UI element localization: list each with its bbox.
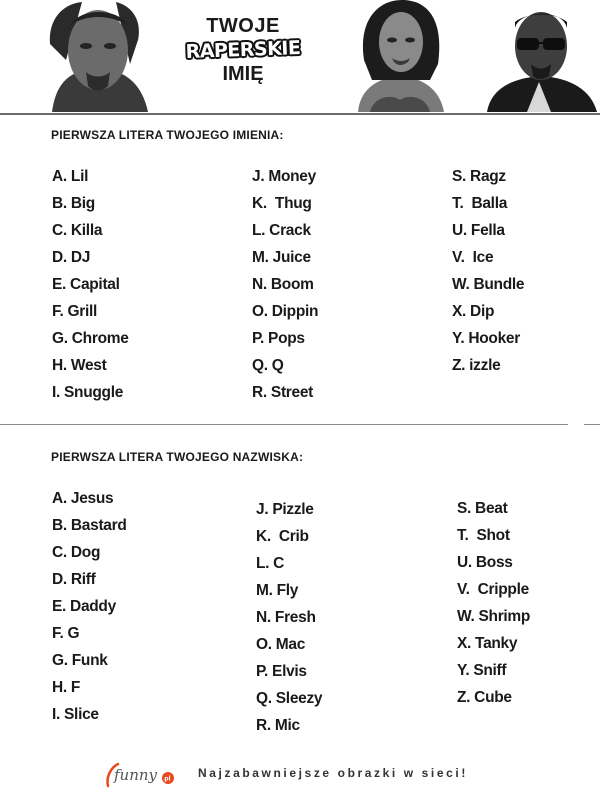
title-bottom: IMIĘ bbox=[222, 63, 264, 85]
list-item: Z. Cube bbox=[457, 689, 512, 706]
list-item: K. Crib bbox=[256, 528, 309, 545]
list-item: F. G bbox=[52, 625, 80, 642]
list-item: N. Fresh bbox=[256, 609, 316, 626]
list-item: B. Big bbox=[52, 195, 95, 212]
list-item: A. Jesus bbox=[52, 490, 114, 507]
list-item: J. Money bbox=[252, 168, 316, 185]
first-name-heading: PIERWSZA LITERA TWOJEGO IMIENIA: bbox=[51, 128, 284, 142]
last-name-column-1 bbox=[52, 485, 222, 728]
last-name-column-3 bbox=[457, 495, 600, 711]
logo-graphic bbox=[104, 756, 182, 792]
list-item: D. Riff bbox=[52, 571, 96, 588]
last-name-heading: PIERWSZA LITERA TWOJEGO NAZWISKA: bbox=[51, 450, 304, 464]
list-item: S. Beat bbox=[457, 500, 508, 517]
first-name-column-2 bbox=[252, 163, 422, 406]
list-item: C. Dog bbox=[52, 544, 101, 561]
list-item: Q. Q bbox=[252, 357, 284, 374]
portrait-image bbox=[483, 0, 599, 112]
header-divider bbox=[0, 113, 600, 115]
list-item: V. Cripple bbox=[457, 581, 529, 598]
list-item: R. Mic bbox=[256, 717, 300, 734]
first-name-column-3 bbox=[452, 163, 600, 379]
list-item: I. Snuggle bbox=[52, 384, 124, 401]
portrait-photo-right bbox=[483, 0, 599, 112]
list-item: E. Daddy bbox=[52, 598, 116, 615]
list-item: L. Crack bbox=[252, 222, 311, 239]
funny-logo[interactable] bbox=[104, 756, 182, 792]
list-item: O. Mac bbox=[256, 636, 306, 653]
list-item: H. West bbox=[52, 357, 107, 374]
list-item: M. Fly bbox=[256, 582, 299, 599]
list-item: R. Street bbox=[252, 384, 314, 401]
list-item: Z. izzle bbox=[452, 357, 501, 374]
title-top: TWOJE bbox=[206, 15, 280, 37]
list-item: W. Bundle bbox=[452, 276, 525, 293]
list-item: P. Pops bbox=[252, 330, 305, 347]
portrait-image bbox=[42, 0, 154, 112]
list-item: T. Balla bbox=[452, 195, 508, 212]
list-item: Q. Sleezy bbox=[256, 690, 323, 707]
list-item: Y. Hooker bbox=[452, 330, 520, 347]
title-block bbox=[172, 14, 314, 104]
list-item: X. Tanky bbox=[457, 635, 518, 652]
list-item: U. Boss bbox=[457, 554, 513, 571]
list-item: F. Grill bbox=[52, 303, 97, 320]
list-item: L. C bbox=[256, 555, 285, 572]
list-item: W. Shrimp bbox=[457, 608, 531, 625]
logo-suffix: pl bbox=[164, 775, 171, 783]
list-item: N. Boom bbox=[252, 276, 314, 293]
list-item: S. Ragz bbox=[452, 168, 506, 185]
list-item: U. Fella bbox=[452, 222, 505, 239]
title-stylized: RAPERSKIE bbox=[185, 37, 301, 63]
list-item: Y. Sniff bbox=[457, 662, 507, 679]
logo-text: funny bbox=[114, 766, 158, 784]
header-banner bbox=[0, 0, 600, 114]
list-item: X. Dip bbox=[452, 303, 495, 320]
footer-tagline: Najzabawniejsze obrazki w sieci! bbox=[198, 766, 468, 780]
list-item: T. Shot bbox=[457, 527, 510, 544]
list-item: O. Dippin bbox=[252, 303, 319, 320]
list-item: A. Lil bbox=[52, 168, 89, 185]
footer bbox=[104, 756, 504, 792]
list-item: H. F bbox=[52, 679, 81, 696]
list-item: M. Juice bbox=[252, 249, 311, 266]
list-item: I. Slice bbox=[52, 706, 99, 723]
list-item: B. Bastard bbox=[52, 517, 127, 534]
list-item: V. Ice bbox=[452, 249, 494, 266]
first-name-column-1 bbox=[52, 163, 222, 406]
list-item: E. Capital bbox=[52, 276, 120, 293]
portrait-photo-center bbox=[340, 0, 460, 112]
portrait-photo-left bbox=[42, 0, 154, 112]
list-item: P. Elvis bbox=[256, 663, 307, 680]
list-item: D. DJ bbox=[52, 249, 91, 266]
list-item: J. Pizzle bbox=[256, 501, 314, 518]
section-divider bbox=[0, 424, 568, 425]
last-name-column-2 bbox=[256, 496, 426, 739]
list-item: C. Killa bbox=[52, 222, 103, 239]
section-divider-tail bbox=[584, 424, 600, 425]
list-item: K. Thug bbox=[252, 195, 312, 212]
list-item: G. Chrome bbox=[52, 330, 129, 347]
list-item: G. Funk bbox=[52, 652, 108, 669]
portrait-image bbox=[340, 0, 460, 112]
